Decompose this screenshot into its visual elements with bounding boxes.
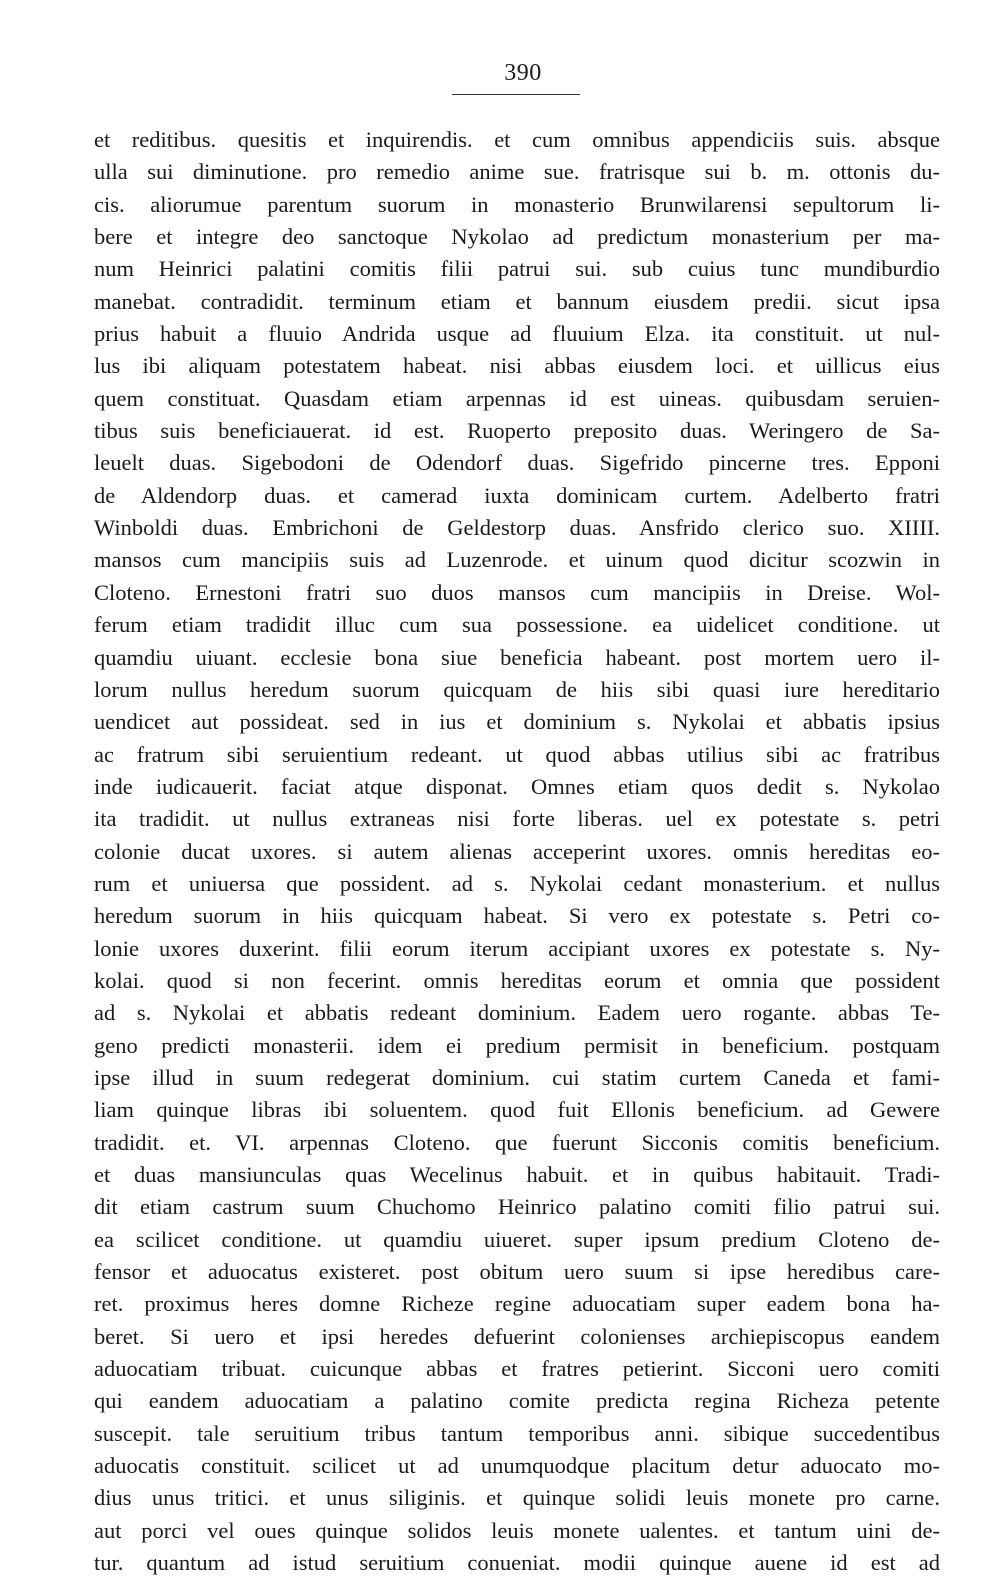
text-line: bere et integre deo sanctoque Nykolao ad predictum monasterium per ma- <box>94 224 940 250</box>
text-line: ipse illud in suum redegerat dominium. cui statim curtem Caneda et fami- <box>94 1064 940 1090</box>
text-line: qui eandem aduocatiam a palatino comite predicta regina Richeza petente <box>94 1388 940 1414</box>
text-line: dius unus tritici. et unus siliginis. et quinque solidi leuis monete pro carne. <box>94 1485 940 1511</box>
text-line: cis. aliorumue parentum suorum in monasterio Brunwilarensi sepultorum li- <box>94 191 940 217</box>
text-line: colonie ducat uxores. si autem alienas acceperint uxores. omnis hereditas eo- <box>94 838 940 864</box>
header-rule <box>452 94 580 95</box>
text-line: Winboldi duas. Embrichoni de Geldestorp duas. Ansfrido clerico suo. XIIII. <box>94 515 940 541</box>
text-line: quem constituat. Quasdam etiam arpennas id est uineas. quibusdam seruien- <box>94 385 940 411</box>
text-line: aduocatis constituit. scilicet ut ad unumquodque placitum detur aduocato mo- <box>94 1453 940 1479</box>
text-line: inde iudicauerit. faciat atque disponat. Omnes etiam quos dedit s. Nykolao <box>94 773 940 799</box>
text-line: kolai. quod si non fecerint. omnis hereditas eorum et omnia que possident <box>94 967 940 993</box>
body-text <box>94 124 940 1579</box>
text-line: mansos cum mancipiis suis ad Luzenrode. et uinum quod dicitur scozwin in <box>94 547 940 573</box>
text-line: heredum suorum in hiis quicquam habeat. Si vero ex potestate s. Petri co- <box>94 903 940 929</box>
text-line: aut porci vel oues quinque solidos leuis monete ualentes. et tantum uini de- <box>94 1517 940 1543</box>
text-line: aduocatiam tribuat. cuicunque abbas et fratres petierint. Sicconi uero comiti <box>94 1356 940 1382</box>
text-line: ferum etiam tradidit illuc cum sua possessione. ea uidelicet conditione. ut <box>94 612 940 638</box>
text-line: leuelt duas. Sigebodoni de Odendorf duas. Sigefrido pincerne tres. Epponi <box>94 450 940 476</box>
text-line: ea scilicet conditione. ut quamdiu uiueret. super ipsum predium Cloteno de- <box>94 1226 940 1252</box>
text-line: fensor et aduocatus existeret. post obitum uero suum si ipse heredibus care- <box>94 1259 940 1285</box>
text-line: lorum nullus heredum suorum quicquam de hiis sibi quasi iure hereditario <box>94 676 940 702</box>
text-line: tur. quantum ad istud seruitium conueniat. modii quinque auene id est ad <box>94 1550 940 1576</box>
text-line: ret. proximus heres domne Richeze regine aduocatiam super eadem bona ha- <box>94 1291 940 1317</box>
text-line: rum et uniuersa que possident. ad s. Nykolai cedant monasterium. et nullus <box>94 870 940 896</box>
text-line: beret. Si uero et ipsi heredes defuerint colonienses archiepiscopus eandem <box>94 1323 940 1349</box>
text-line: tibus suis beneficiauerat. id est. Ruoperto preposito duas. Weringero de Sa- <box>94 418 940 444</box>
text-line: dit etiam castrum suum Chuchomo Heinrico palatino comiti filio patrui sui. <box>94 1194 940 1220</box>
text-line: ita tradidit. ut nullus extraneas nisi forte liberas. uel ex potestate s. petri <box>94 806 940 832</box>
text-line: liam quinque libras ibi soluentem. quod fuit Ellonis beneficium. ad Gewere <box>94 1097 940 1123</box>
text-line: suscepit. tale seruitium tribus tantum temporibus anni. sibique succedentibus <box>94 1420 940 1446</box>
text-line: quamdiu uiuant. ecclesie bona siue beneficia habeant. post mortem uero il- <box>94 644 940 670</box>
text-line: num Heinrici palatini comitis filii patrui sui. sub cuius tunc mundiburdio <box>94 256 940 282</box>
text-line: tradidit. et. VI. arpennas Cloteno. que fuerunt Sicconis comitis beneficium. <box>94 1129 940 1155</box>
page-number: 390 <box>504 60 542 86</box>
text-line: ac fratrum sibi seruientium redeant. ut quod abbas utilius sibi ac fratribus <box>94 741 940 767</box>
text-line: ad s. Nykolai et abbatis redeant dominium. Eadem uero rogante. abbas Te- <box>94 1000 940 1026</box>
text-line: lus ibi aliquam potestatem habeat. nisi abbas eiusdem loci. et uillicus eius <box>94 353 940 379</box>
text-line: de Aldendorp duas. et camerad iuxta dominicam curtem. Adelberto fratri <box>94 482 940 508</box>
text-line: et reditibus. quesitis et inquirendis. et cum omnibus appendiciis suis. absque <box>94 127 940 152</box>
text-line: lonie uxores duxerint. filii eorum iterum accipiant uxores ex potestate s. Ny- <box>94 935 940 961</box>
text-line: uendicet aut possideat. sed in ius et dominium s. Nykolai et abbatis ipsius <box>94 709 940 735</box>
text-line: et duas mansiunculas quas Wecelinus habuit. et in quibus habitauit. Tradi- <box>94 1162 940 1187</box>
text-line: geno predicti monasterii. idem ei predium permisit in beneficium. postquam <box>94 1032 940 1058</box>
text-line: ulla sui diminutione. pro remedio anime sue. fratrisque sui b. m. ottonis du- <box>94 159 940 185</box>
text-line: prius habuit a fluuio Andrida usque ad fluuium Elza. ita constituit. ut nul- <box>94 321 940 347</box>
text-line: manebat. contradidit. terminum etiam et bannum eiusdem predii. sicut ipsa <box>94 288 940 314</box>
text-line: Cloteno. Ernestoni fratri suo duos mansos cum mancipiis in Dreise. Wol- <box>94 579 940 605</box>
